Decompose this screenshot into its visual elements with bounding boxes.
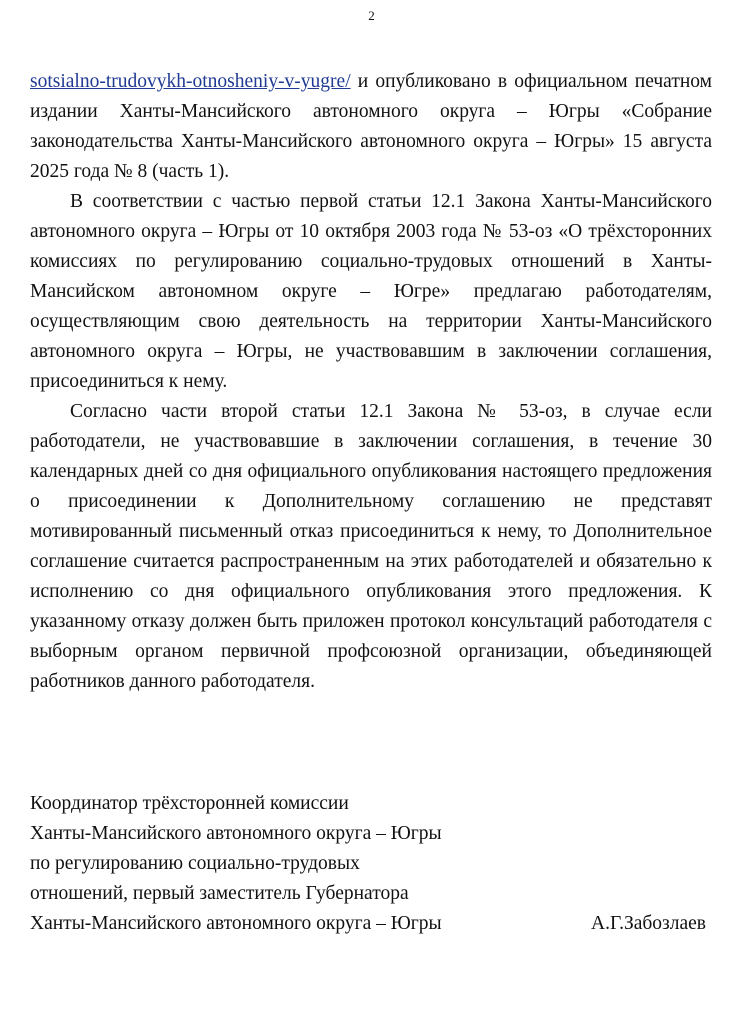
- signatory-title-line: Координатор трёхсторонней комиссии: [30, 793, 349, 814]
- signatory-title-line: по регулированию социально-трудовых: [30, 853, 360, 874]
- paragraph-continuation: [30, 67, 712, 187]
- page-number: 2: [368, 8, 375, 23]
- document-body: [30, 67, 712, 697]
- signatory-title-line: Ханты-Мансийского автономного округа – Югры: [30, 913, 442, 934]
- signatory-title-line: отношений, первый заместитель Губернатора: [30, 883, 409, 904]
- source-url-link[interactable]: sotsialno-trudovykh-otnosheniy-v-yugre/: [30, 71, 351, 92]
- signature-block: [30, 789, 712, 939]
- signatory-title-line: Ханты-Мансийского автономного округа – Югры: [30, 823, 442, 844]
- paragraph-continuation-text: и опубликовано в официальном печатном издании Ханты-Мансийского автономного округа – Югры «Собрание законодательства Ханты-Мансийского автономного округа – Югры» 15 августа 2025 года № 8 (часть 1).: [30, 71, 712, 182]
- signatory-name: А.Г.Забозлаев: [591, 913, 706, 934]
- paragraph-proposal: В соответствии с частью первой статьи 12.1 Закона Ханты-Мансийского автономного округа – Югры от 10 октября 2003 года № 53-оз «О трёхсторонних комиссиях по регулированию социально-трудовых отношений в Ханты-Мансийском автономном округе – Югре» предлагаю работодателям, осуществляющим свою деятельность на территории Ханты-Мансийского автономного округа – Югры, не участвовавшим в заключении соглашения, присоединиться к нему.: [30, 191, 712, 392]
- paragraph-conditions: Согласно части второй статьи 12.1 Закона № 53-оз, в случае если работодатели, не участвовавшие в заключении соглашения, в течение 30 календарных дней со дня официального опубликования настоящего предложения о присоединении к Дополнительному соглашению не представят мотивированный письменный отказ присоединиться к нему, то Дополнительное соглашение считается распространенным на этих работодателей и обязательно к исполнению со дня официального опубликования этого предложения. К указанному отказу должен быть приложен протокол консультаций работодателя с выборным органом первичной профсоюзной организации, объединяющей работников данного работодателя.: [30, 401, 712, 692]
